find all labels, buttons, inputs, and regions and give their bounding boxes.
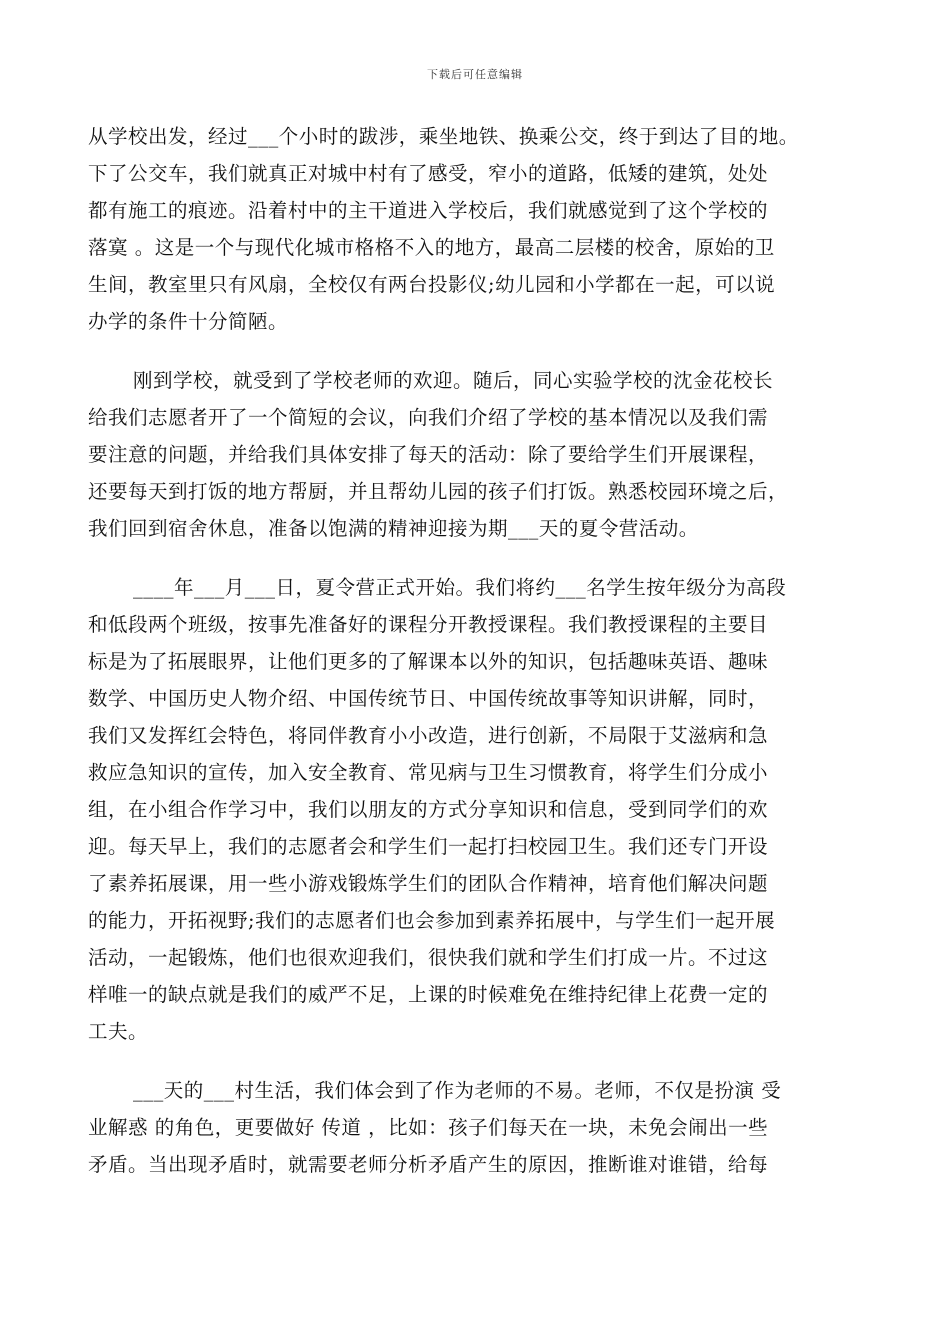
text-line: 刚到学校，就受到了学校老师的欢迎。随后，同心实验学校的沈金花校长 [133,369,774,392]
text-line: 落寞 。这是一个与现代化城市格格不入的地方，最高二层楼的校舍，原始的卫 [88,236,775,259]
paragraph-spacer [88,547,868,569]
paragraph-1 [88,118,868,340]
text-line: 生间，教室里只有风扇，全校仅有两台投影仪;幼儿园和小学都在一起，可以说 [88,273,776,296]
text-line: 和低段两个班级，按事先准备好的课程分开教授课程。我们教授课程的主要目 [88,613,769,636]
text-line: 了素养拓展课，用一些小游戏锻炼学生们的团队合作精神，培育他们解决问题 [88,872,769,895]
text-line: 样唯一的缺点就是我们的威严不足，上课的时候难免在维持纪律上花费一定的 [88,983,769,1006]
text-line: 业解惑 的角色，更要做好 传道 ，比如：孩子们每天在一块，未免会闹出一些 [88,1116,769,1139]
paragraph-2 [88,362,868,547]
text-line: 矛盾。当出现矛盾时，就需要老师分析矛盾产生的原因，推断谁对谁错，给每 [88,1153,769,1176]
paragraph-spacer [88,340,868,362]
text-line: 要注意的问题，并给我们具体安排了每天的活动：除了要给学生们开展课程， [88,443,769,466]
text-line: 迎。每天早上，我们的志愿者会和学生们一起打扫校园卫生。我们还专门开设 [88,835,769,858]
text-line: 我们又发挥红会特色，将同伴教育小小改造，进行创新，不局限于艾滋病和急 [88,724,769,747]
text-line: 数学、中国历史人物介绍、中国传统节日、中国传统故事等知识讲解，同时， [88,687,769,710]
page-header: 下载后可任意编辑 [427,68,523,81]
text-line: 都有施工的痕迹。沿着村中的主干道进入学校后，我们就感觉到了这个学校的 [88,199,769,222]
paragraph-3 [88,569,868,1050]
text-line: 救应急知识的宣传，加入安全教育、常见病与卫生习惯教育，将学生们分成小 [88,761,769,784]
text-line: 办学的条件十分简陋。 [88,310,289,333]
text-line: ____年___月___日，夏令营正式开始。我们将约___名学生按年级分为高段 [133,576,787,599]
document-body [88,118,868,1183]
text-line: 给我们志愿者开了一个简短的会议，向我们介绍了学校的基本情况以及我们需 [88,406,769,429]
text-line: 的能力，开拓视野;我们的志愿者们也会参加到素养拓展中，与学生们一起开展 [88,909,776,932]
paragraph-4 [88,1072,868,1183]
paragraph-spacer [88,1050,868,1072]
text-line: ___天的___村生活，我们体会到了作为老师的不易。老师，不仅是扮演 受 [133,1079,782,1102]
text-line: 下了公交车，我们就真正对城中村有了感受，窄小的道路，低矮的建筑，处处 [88,162,769,185]
text-line: 我们回到宿舍休息，准备以饱满的精神迎接为期___天的夏令营活动。 [88,517,699,540]
text-line: 组，在小组合作学习中，我们以朋友的方式分享知识和信息，受到同学们的欢 [88,798,769,821]
text-line: 活动，一起锻炼，他们也很欢迎我们，很快我们就和学生们打成一片。不过这 [88,946,769,969]
text-line: 还要每天到打饭的地方帮厨，并且帮幼儿园的孩子们打饭。熟悉校园环境之后， [88,480,789,503]
text-line: 标是为了拓展眼界，让他们更多的了解课本以外的知识，包括趣味英语、趣味 [88,650,769,673]
text-line: 工夫。 [88,1020,149,1043]
text-line: 从学校出发，经过___个小时的跋涉，乘坐地铁、换乘公交，终于到达了目的地。 [88,125,799,148]
